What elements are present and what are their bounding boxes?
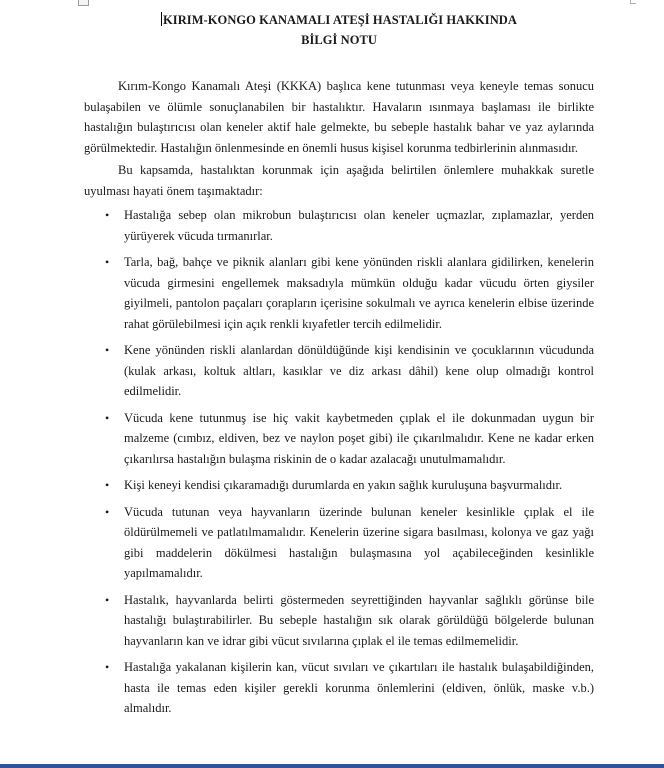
list-item: • Hastalığa sebep olan mikrobun bulaştırıcısı olan keneler uçmazlar, zıplamazlar, yerden yürüyerek vücuda tırmanırlar. — [84, 205, 594, 246]
document-title-line-2: BİLGİ NOTU — [301, 33, 377, 47]
bullet-icon: • — [105, 592, 110, 607]
list-item: • Hastalık, hayvanlarda belirti göstermeden seyrettiğinden hayvanlar sağlıklı görünse bile hastalığı bulaştırabilirler. Bu sebeple hastalığın sık olarak görüldüğü bölgelerde bulunan hayvanların kan ve idrar gibi vücut sıvılarına çıplak el ile temas edilmemelidir. — [84, 590, 594, 652]
list-item: • Kene yönünden riskli alanlardan dönüldüğünde kişi kendisinin ve çocuklarının vücudunda (kulak arkası, koltuk altları, kasıklar ve diz arkası dâhil) kene olup olmadığı kontrol edilmelidir. — [84, 340, 594, 402]
status-bar-strip — [0, 764, 664, 768]
bullet-icon: • — [105, 660, 110, 674]
bullet-icon: • — [105, 208, 110, 222]
bullet-icon: • — [105, 255, 110, 269]
bullet-icon: • — [105, 478, 110, 492]
bullet-icon: • — [105, 410, 110, 425]
text-boundary-marker — [78, 0, 89, 6]
bullet-icon: • — [105, 504, 110, 519]
list-item: • Tarla, bağ, bahçe ve piknik alanları gibi kene yönünden riskli alanlara gidilirken, kenelerin vücuda girmesini engellemek maksadıyla mümkün olduğu kadar vücudu örten giysiler giyilmeli, pantolon paçaları çorapların içerisine sokulmalı ve ayrıca kenelerin elbise üzerinde rahat görülebilmesi için açık renkli kıyafetler tercih edilmelidir. — [84, 252, 594, 334]
document-body[interactable] — [84, 10, 594, 719]
text-cursor — [161, 12, 162, 26]
intro-paragraph: Kırım-Kongo Kanamalı Ateşi (KKKA) başlıca kene tutunması veya keneyle temas sonucu bulaşabilen ve ölümle sonuçlanabilen bir hastalıktır. Havaların ısınmaya başlaması ile birlikte hastalığın bulaştırıcısı olan keneler aktif hale gelmekte, bu sebeple hastalık bahar ve yaz aylarında görülmektedir. Hastalığın önlenmesinde en önemli husus kişisel korunma tedbirlerinin alınmasıdır. — [84, 79, 594, 155]
document-title-line-1: KIRIM-KONGO KANAMALI ATEŞİ HASTALIĞI HAKKINDA — [163, 13, 517, 27]
precautions-list — [84, 205, 594, 719]
list-item: • Hastalığa yakalanan kişilerin kan, vücut sıvıları ve çıkartıları ile hastalık bulaşabildiğinden, hasta ile temas eden kişiler gerekli korunma önlemlerini (eldiven, önlük, maske v.b.) almalıdır. — [84, 657, 594, 719]
scope-paragraph: Bu kapsamda, hastalıktan korunmak için aşağıda belirtilen önlemlere muhakkak suretle uyulması hayati önem taşımaktadır: — [84, 163, 594, 198]
list-item: • Vücuda tutunan veya hayvanların üzerinde bulunan keneler kesinlikle çıplak el ile öldürülmemeli ve patlatılmamalıdır. Kenelerin üzerine sigara basılması, kolonya ve gaz yağı gibi maddelerin dökülmesi hastalığın bulaşmasına yol açabileceğinden kesinlikle yapılmamalıdır. — [84, 502, 594, 584]
text-boundary-marker-right — [630, 0, 636, 4]
list-item: • Kişi keneyi kendisi çıkaramadığı durumlarda en yakın sağlık kuruluşuna başvurmalıdır. — [84, 475, 594, 496]
list-item: • Vücuda kene tutunmuş ise hiç vakit kaybetmeden çıplak el ile dokunmadan uygun bir malzeme (cımbız, eldiven, bez ve naylon poşet gibi) ile çıkarılmalıdır. Kene ne kadar erken çıkarılırsa hastalığın bulaşma riskinin de o kadar azalacağı unutulmamalıdır. — [84, 408, 594, 470]
bullet-icon: • — [105, 343, 110, 357]
